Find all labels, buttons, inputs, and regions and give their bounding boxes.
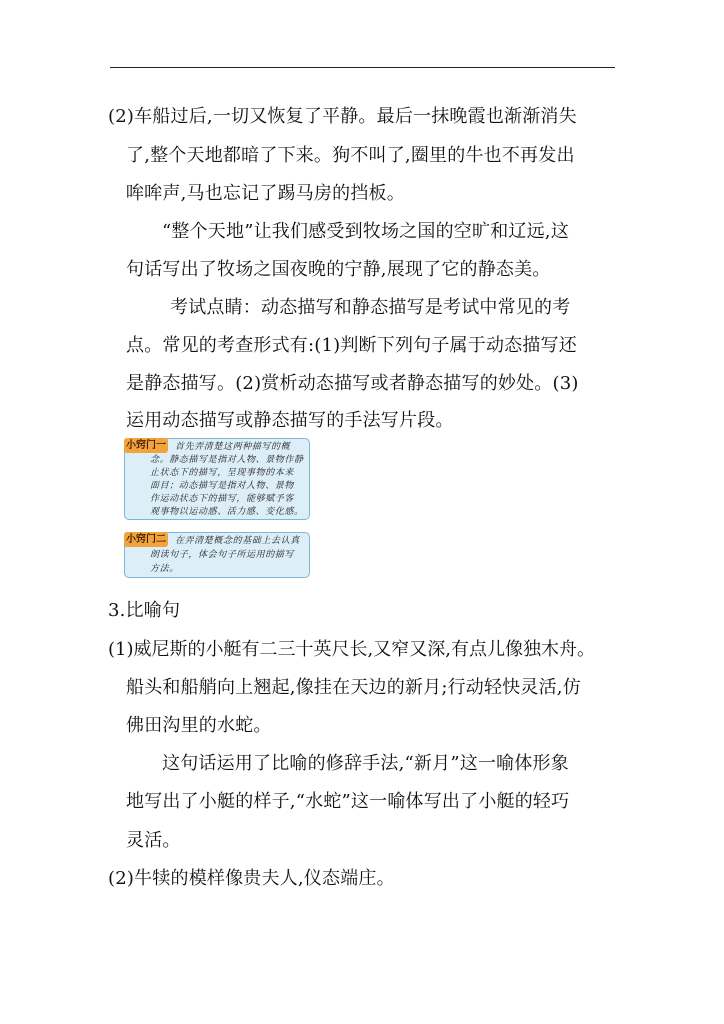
analysis-3-line-1: 这句话运用了比喻的修辞手法,“新月”这一喻体形象: [162, 753, 569, 774]
tip-1-line: 作运动状态下的描写，能够赋予客: [150, 494, 295, 504]
tip-1-line: 念。静态描写是指对人物、景物作静: [150, 455, 304, 465]
tip-1-tag: 小窍门一: [126, 440, 166, 451]
exam-point-line-4: 运用动态描写或静态描写的手法写片段。: [126, 410, 454, 431]
analysis-1-line-2: 句话写出了牧场之国夜晚的宁静,展现了它的静态美。: [126, 259, 551, 280]
example-2-line-1: (2)车船过后,一切又恢复了平静。最后一抹晚霞也渐渐消失: [108, 106, 577, 127]
tip-1-line: 止状态下的描写，呈现事物的本来: [150, 468, 295, 478]
example-2-line-3: 哞哞声,马也忘记了踢马房的挡板。: [126, 183, 405, 204]
exam-point-line-3: 是静态描写。(2)赏析动态描写或者静态描写的妙处。(3): [126, 373, 579, 394]
tip-1-line: 观事物以运动感、活力感、变化感。: [150, 507, 304, 517]
tip-1-line: 面目；动态描写是指对人物、景物: [150, 481, 295, 491]
analysis-3-line-3: 灵活。: [126, 830, 181, 851]
analysis-3-line-2: 地写出了小艇的样子,“水蛇”这一喻体写出了小艇的轻巧: [126, 791, 570, 812]
analysis-1-line-1: “整个天地”让我们感受到牧场之国的空旷和辽远,这: [162, 221, 569, 242]
example-3-2: (2)牛犊的模样像贵夫人,仪态端庄。: [108, 868, 395, 889]
example-3-1-line-2: 船头和船艄向上翘起,像挂在天边的新月;行动轻快灵活,仿: [126, 677, 581, 698]
example-2-line-2: 了,整个天地都暗了下来。狗不叫了,圈里的牛也不再发出: [126, 145, 575, 166]
example-3-1-line-3: 佛田沟里的水蛇。: [126, 715, 272, 736]
tip-1-line: 首先弄清楚这两种描写的概: [175, 442, 291, 452]
exam-point-line-1: 考试点睛：动态描写和静态描写是考试中常见的考: [170, 297, 571, 318]
exam-point-line-2: 点。常见的考查形式有:(1)判断下列句子属于动态描写还: [126, 335, 577, 356]
section-3-heading: 3.比喻句: [108, 600, 181, 621]
tip-2-line: 方法。: [150, 564, 179, 574]
tip-2-line: 在弄清楚概念的基础上去认真: [175, 536, 300, 546]
example-3-1-line-1: (1)威尼斯的小艇有二三十英尺长,又窄又深,有点儿像独木舟。: [108, 639, 595, 660]
tip-2-tag: 小窍门二: [126, 534, 166, 545]
tip-2-line: 朗读句子，体会句子所运用的描写: [150, 550, 295, 560]
header-rule: [110, 67, 615, 68]
